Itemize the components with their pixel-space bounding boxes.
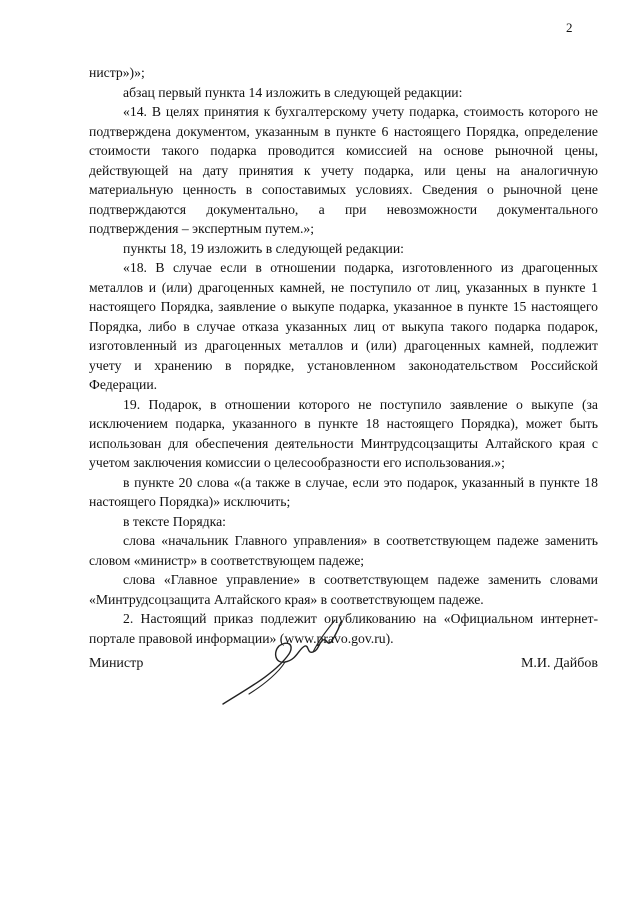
signer-title: Министр (89, 656, 144, 671)
signer-name: М.И. Дайбов (520, 656, 598, 671)
paragraph: в пункте 20 слова «(а также в случае, если это подарок, указанный в пункте 18 настоящего Порядка)» исключить; (89, 474, 598, 509)
document-body (89, 63, 598, 648)
paragraph: пункты 18, 19 изложить в следующей редакции: (123, 240, 404, 256)
paragraph: 19. Подарок, в отношении которого не поступило заявление о выкупе (за исключением подарка, указанного в пункте 18 настоящего Порядка), может быть использован для обеспечения деятельности Минтрудсоцзащиты Алтайского края с учетом заключения комиссии о целесообразности его использования.»; (89, 396, 598, 470)
signature-block (89, 612, 598, 722)
paragraph: абзац первый пункта 14 изложить в следующей редакции: (123, 84, 463, 100)
paragraph: 2. Настоящий приказ подлежит опубликованию на «Официальном интернет-портале правовой информации» (www.pravo.gov.ru). (89, 611, 598, 646)
paragraph: в тексте Порядка: (123, 513, 226, 529)
page-number: 2 (566, 20, 573, 35)
paragraph: слова «начальник Главного управления» в соответствующем падеже заменить словом «министр» в соответствующем падеже; (89, 533, 598, 568)
paragraph: «14. В целях принятия к бухгалтерскому учету подарка, стоимость которого не подтверждена документом, указанным в пункте 6 настоящего Порядка, определение стоимости такого подарка проводится комиссией на основе рыночной цены, действующей на дату принятия к учету подарка, или цены на аналогичную материальную ценность в сопоставимых условиях. Сведения о рыночной цене подтверждаются документально, а при невозможности документального подтверждения – экспертным путем.»; (89, 104, 598, 236)
paragraph: нистр»)»; (89, 65, 145, 80)
paragraph: слова «Главное управление» в соответствующем падеже заменить словами «Минтрудсоцзащита Алтайского края» в соответствующем падеже. (89, 572, 598, 607)
paragraph: «18. В случае если в отношении подарка, изготовленного из драгоценных металлов и (или) драгоценных камней, не поступило от лиц, указанных в пункте 1 настоящего Порядка, заявление о выкупе подарка, указанное в пункте 15 настоящего Порядка, либо в случае отказа указанных лиц от выкупа такого подарка подарок, изготовленный из драгоценных металлов и (или) драгоценных камней, подлежит учету и хранению в порядке, установленном законодательством Российской Федерации. (89, 260, 598, 392)
handwritten-signature (215, 612, 345, 712)
